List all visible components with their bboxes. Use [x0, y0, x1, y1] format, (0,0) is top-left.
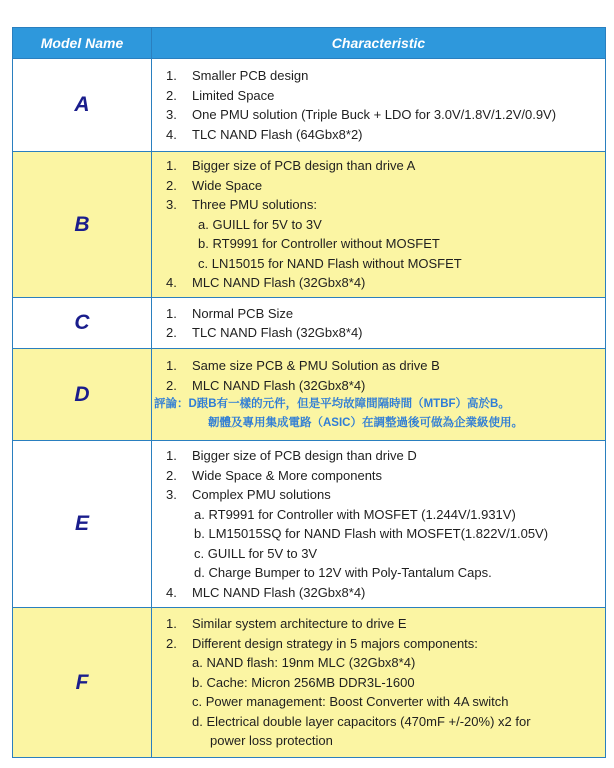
model-e: E: [13, 441, 152, 608]
sub-list-item: c. GUILL for 5V to 3V: [194, 545, 318, 561]
characteristics-c: [152, 298, 606, 349]
table-row-e: [13, 441, 606, 608]
list-item: 2. MLC NAND Flash (32Gbx8*4): [166, 377, 366, 393]
sub-list-item: d. Charge Bumper to 12V with Poly-Tantalum Caps.: [194, 565, 492, 580]
model-c: C: [13, 298, 152, 349]
table-row-b: [13, 152, 606, 298]
sub-list-item: c. LN15015 for NAND Flash without MOSFET: [198, 255, 462, 271]
characteristics-table: [12, 27, 606, 758]
model-f: F: [13, 608, 152, 758]
table-row-a: [13, 59, 606, 152]
characteristics-a: [152, 59, 606, 152]
table-row-c: [13, 298, 606, 349]
list-item: 4. MLC NAND Flash (32Gbx8*4): [166, 584, 366, 600]
sub-list-item: b. LM15015SQ for NAND Flash with MOSFET(1.822V/1.05V): [194, 526, 549, 541]
list-item: 2. TLC NAND Flash (32Gbx8*4): [166, 325, 363, 340]
table-row-f: [13, 608, 606, 758]
list-item: 3. One PMU solution (Triple Buck + LDO for 3.0V/1.8V/1.2V/0.9V): [166, 107, 557, 122]
sub-list-item: c. Power management: Boost Converter with 4A switch: [192, 694, 509, 710]
list-item: 1. Bigger size of PCB design than drive A: [166, 158, 416, 174]
model-d: D: [13, 349, 152, 441]
list-item: 3. Three PMU solutions:: [166, 197, 317, 213]
list-item: 1. Same size PCB & PMU Solution as drive B: [166, 358, 440, 373]
list-item: 2. Different design strategy in 5 majors components:: [166, 635, 478, 651]
characteristics-e: [152, 441, 606, 608]
list-item: 1. Normal PCB Size: [166, 305, 294, 321]
sub-list-item-continuation: power loss protection: [210, 733, 333, 749]
sub-list-item: a. RT9991 for Controller with MOSFET (1.244V/1.931V): [194, 506, 516, 522]
list-item: 4. TLC NAND Flash (64Gbx8*2): [166, 126, 363, 142]
characteristics-b: [152, 152, 606, 298]
list-item: 1. Similar system architecture to drive E: [166, 616, 407, 632]
sub-list-item: a. NAND flash: 19nm MLC (32Gbx8*4): [192, 655, 416, 671]
list-item: 2. Limited Space: [166, 87, 275, 103]
sub-list-item: b. RT9991 for Controller without MOSFET: [198, 236, 440, 252]
list-item: 3. Complex PMU solutions: [166, 487, 331, 502]
list-item: 2. Wide Space & More components: [166, 467, 383, 483]
header-characteristic: Characteristic: [152, 28, 606, 59]
model-a: A: [13, 59, 152, 152]
list-item: 4. MLC NAND Flash (32Gbx8*4): [166, 275, 366, 291]
table-row-d: [13, 349, 606, 441]
sub-list-item: d. Electrical double layer capacitors (470mF +/-20%) x2 for: [192, 713, 531, 729]
comment-line-2: 韌體及專用集成電路（ASIC）在調整過後可做為企業級使用。: [208, 417, 523, 429]
characteristics-d: [152, 349, 606, 441]
characteristics-f: [152, 608, 606, 758]
comment-line-1: 評論：D跟B有一樣的元件，但是平均故障間隔時間（MTBF）高於B。: [154, 398, 510, 410]
list-item: 1. Bigger size of PCB design than drive D: [166, 448, 417, 463]
header-model-name: Model Name: [13, 28, 152, 59]
list-item: 1. Smaller PCB design: [166, 68, 309, 83]
sub-list-item: a. GUILL for 5V to 3V: [198, 216, 322, 232]
list-item: 2. Wide Space: [166, 177, 263, 193]
sub-list-item: b. Cache: Micron 256MB DDR3L-1600: [192, 674, 415, 690]
table-header-row: [13, 28, 606, 59]
model-b: B: [13, 152, 152, 298]
